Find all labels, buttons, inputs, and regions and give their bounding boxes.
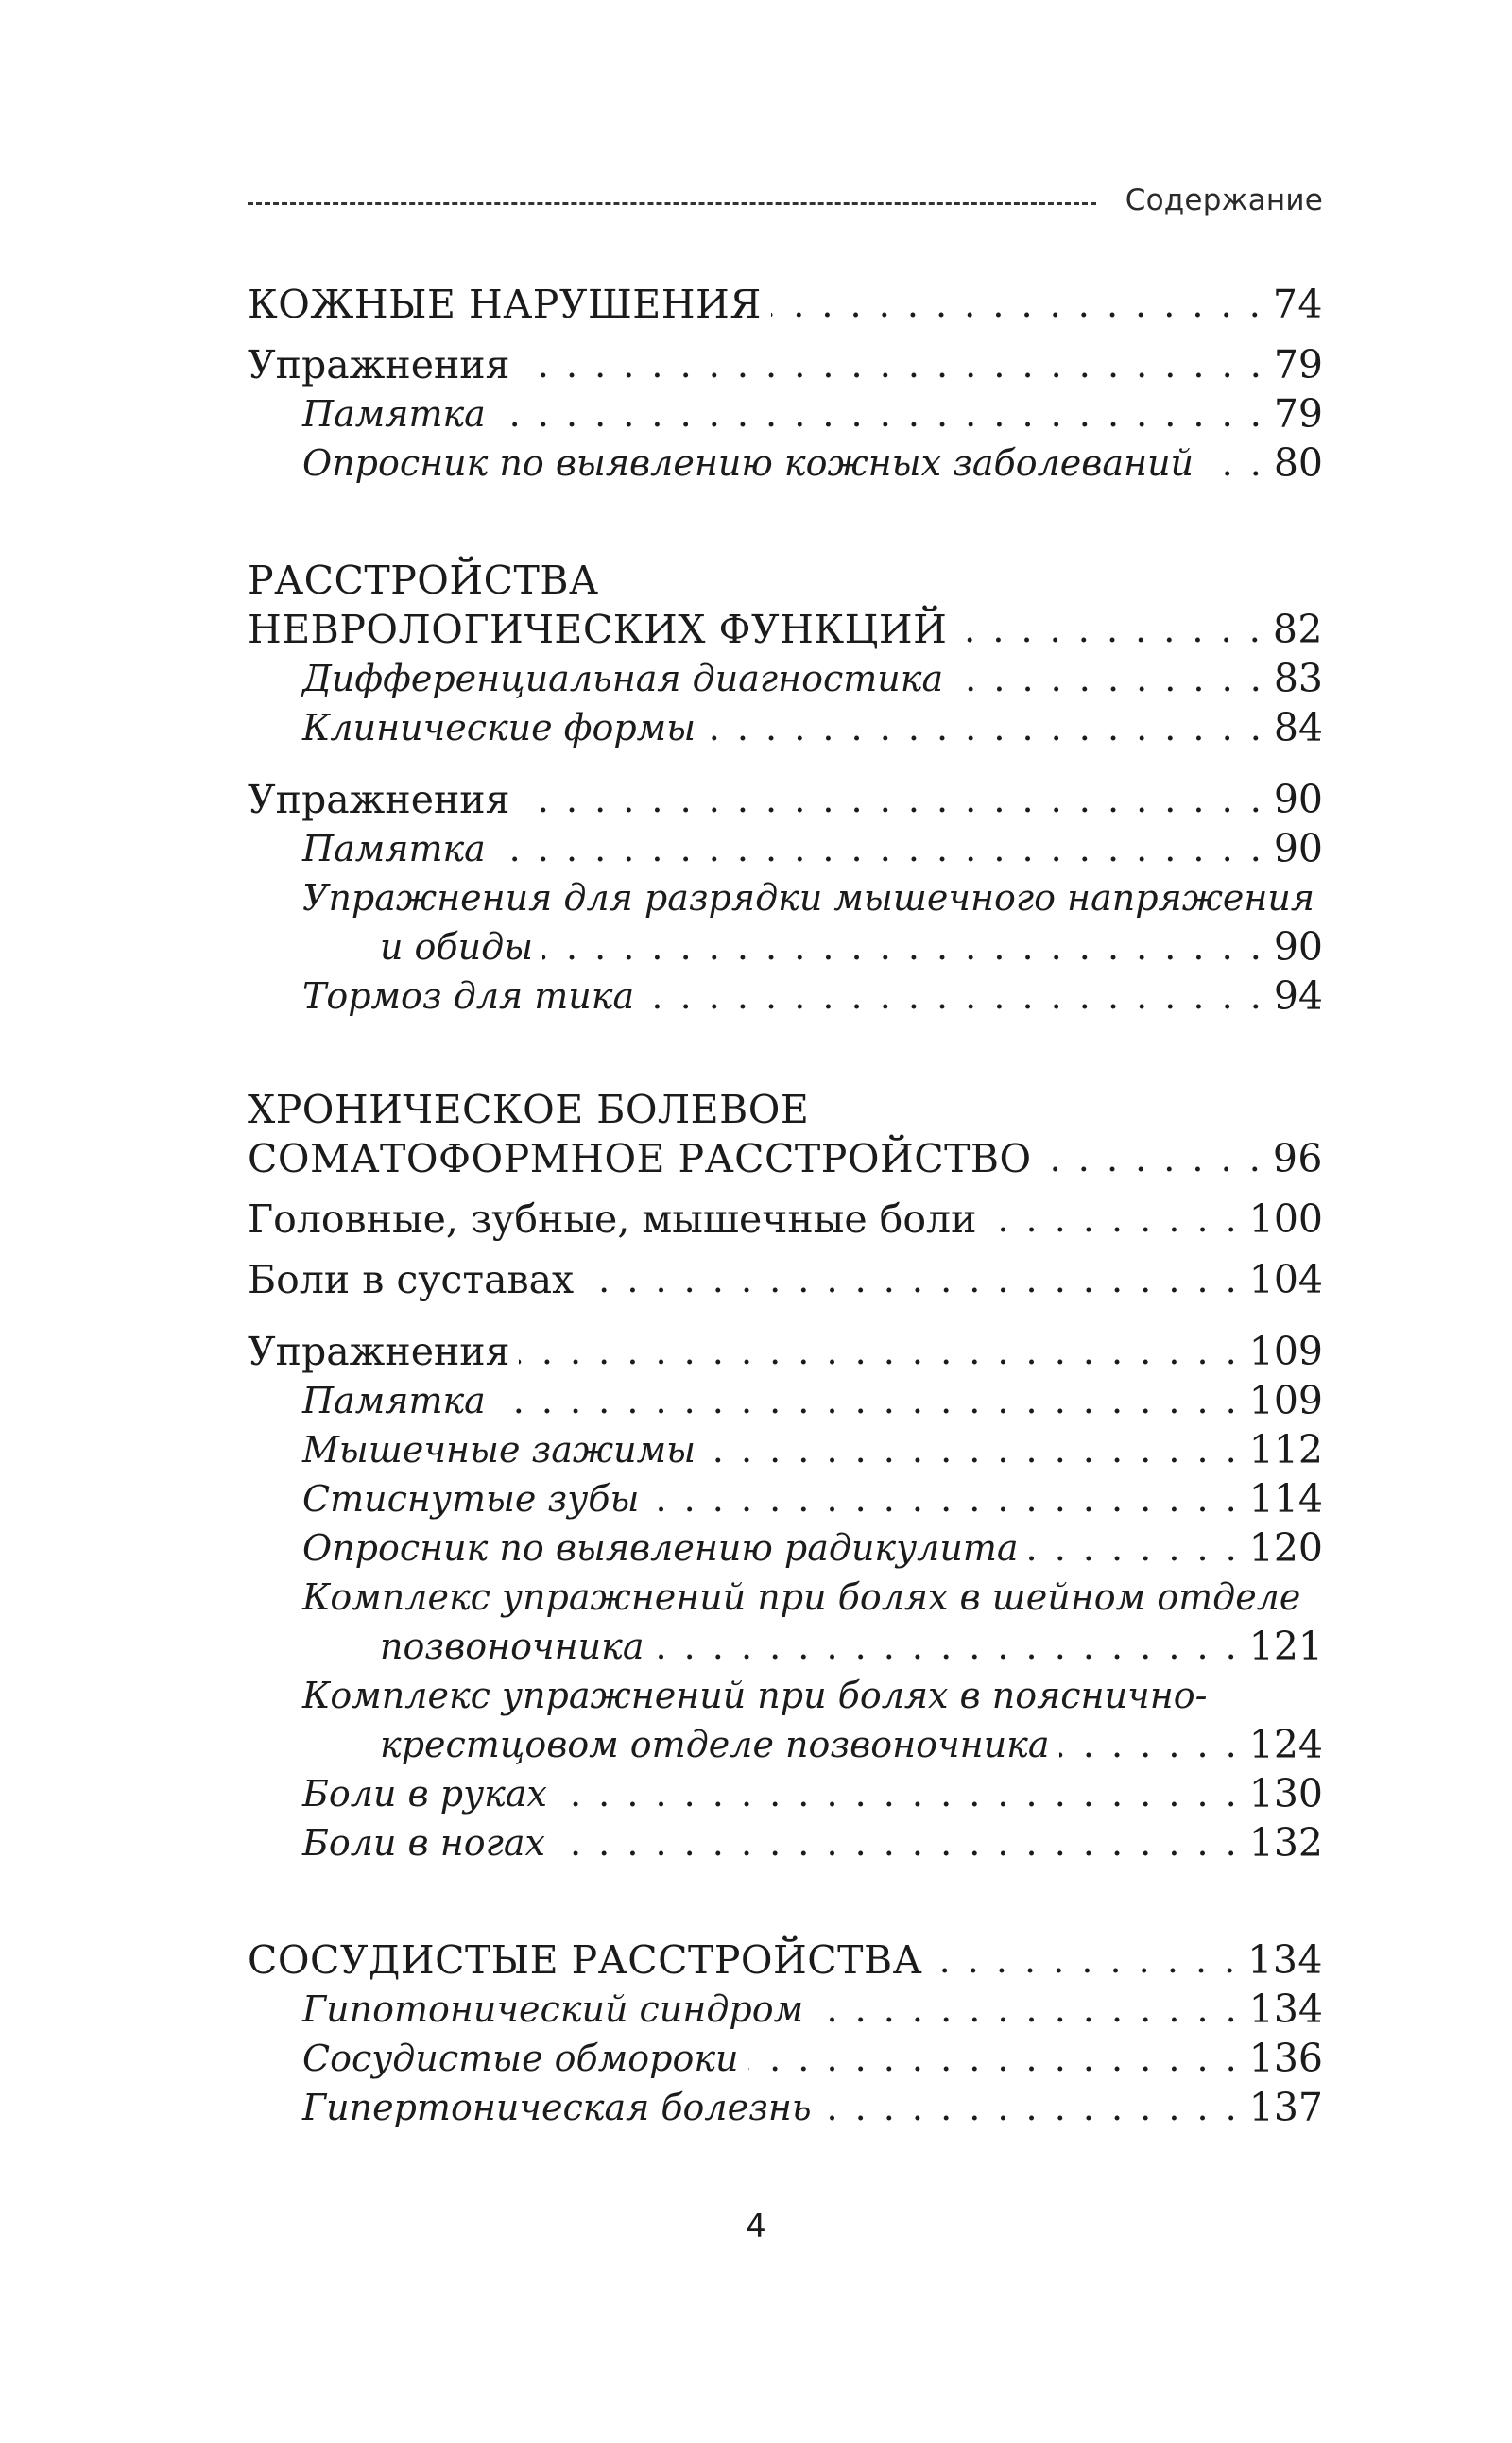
toc-subentry — [380, 1622, 1323, 1671]
toc-subentry — [302, 2034, 1323, 2083]
dot-leader — [519, 775, 1263, 824]
dot-leader — [1028, 1523, 1240, 1573]
toc-entry-title: Головные, зубные, мышечные боли — [248, 1196, 977, 1242]
toc-entry-title: Клинические формы — [302, 707, 696, 748]
toc-subentry — [302, 654, 1323, 703]
toc-subentry — [302, 389, 1323, 439]
toc-entry-page: 130 — [1248, 1771, 1323, 1816]
toc-subentry-title-line: Комплекс упражнений при болях в шейном отделе — [302, 1576, 1301, 1618]
dot-leader — [653, 1622, 1239, 1671]
toc-entry-page: 96 — [1272, 1136, 1323, 1181]
toc-entry-title: Гипотонический синдром — [302, 1988, 804, 2030]
toc-entry-title: Гипертоническая болезнь — [302, 2087, 812, 2128]
toc-entry-page: 121 — [1248, 1624, 1323, 1669]
toc-entry-title: крестцовом отделе позвоночника — [380, 1724, 1050, 1765]
dot-leader — [705, 703, 1264, 752]
toc-subentry — [302, 1425, 1323, 1474]
toc-entry-page: 137 — [1248, 2085, 1323, 2130]
toc-entry-title: Памятка — [302, 393, 486, 435]
toc-subentry — [380, 922, 1323, 972]
dot-leader — [1041, 1134, 1263, 1183]
toc-subentry-title-line: Упражнения для разрядки мышечного напряжения — [302, 877, 1315, 919]
dot-leader — [821, 2083, 1240, 2132]
toc-entry-page: 109 — [1248, 1378, 1323, 1423]
dot-leader — [644, 972, 1264, 1021]
dot-leader — [648, 1474, 1239, 1523]
toc-entry — [248, 340, 1323, 389]
toc-subentry — [302, 703, 1323, 752]
dot-leader — [495, 824, 1264, 873]
toc-entry-title: Опросник по выявлению кожных заболеваний — [302, 442, 1194, 484]
toc-subentry — [302, 824, 1323, 873]
toc-entry-title: Боли в руках — [302, 1773, 547, 1815]
dot-leader — [771, 280, 1263, 329]
toc-entry — [248, 605, 1323, 654]
toc-subentry — [302, 1474, 1323, 1523]
toc-entry-title: СОСУДИСТЫЕ РАССТРОЙСТВА — [248, 1937, 923, 1983]
toc-entry-page: 79 — [1273, 391, 1323, 437]
toc-entry — [248, 1195, 1323, 1244]
toc-entry-page: 104 — [1248, 1257, 1323, 1302]
toc-entry-title: Сосудистые обмороки — [302, 2038, 739, 2079]
toc-entry-title: Стиснутые зубы — [302, 1478, 640, 1520]
toc-entry-page: 134 — [1247, 1937, 1323, 1983]
dot-leader — [932, 1935, 1238, 1985]
toc-entry-page: 90 — [1273, 826, 1323, 871]
toc-entry-page: 83 — [1273, 656, 1323, 701]
page-number: 4 — [746, 2208, 766, 2245]
toc-entry-title: СОМАТОФОРМНОЕ РАССТРОЙСТВО — [248, 1136, 1032, 1181]
dot-leader — [542, 922, 1264, 972]
toc-entry-title: Памятка — [302, 828, 486, 869]
toc-entry-page: 132 — [1248, 1820, 1323, 1866]
dot-leader — [956, 605, 1263, 654]
toc-entry-page: 120 — [1248, 1525, 1323, 1571]
toc-entry-page: 124 — [1248, 1722, 1323, 1767]
toc-entry-title: НЕВРОЛОГИЧЕСКИХ ФУНКЦИЙ — [248, 607, 948, 652]
toc-entry-page: 134 — [1248, 1987, 1323, 2032]
toc-entry-page: 94 — [1273, 973, 1323, 1019]
dot-leader — [519, 340, 1263, 389]
dot-leader — [1203, 439, 1264, 488]
dot-leader — [1059, 1720, 1240, 1769]
dot-leader — [495, 1376, 1240, 1425]
toc-entry-title: Мышечные зажимы — [302, 1429, 696, 1471]
toc-entry-title: КОЖНЫЕ НАРУШЕНИЯ — [248, 282, 762, 327]
toc-entry — [248, 280, 1323, 329]
toc-entry-title-line: ХРОНИЧЕСКОЕ БОЛЕВОЕ — [248, 1087, 810, 1132]
toc-entry-page: 90 — [1273, 924, 1323, 970]
toc-entry-page: 112 — [1248, 1427, 1323, 1472]
toc-subentry — [302, 1376, 1323, 1425]
toc-entry-title: Упражнения — [248, 777, 510, 822]
toc-entry-title: Упражнения — [248, 1329, 510, 1374]
toc-entry-title: Тормоз для тика — [302, 975, 635, 1017]
toc-entry-title: Памятка — [302, 1380, 486, 1421]
toc-entry-page: 136 — [1248, 2036, 1323, 2081]
toc-entry-title: Упражнения — [248, 342, 510, 387]
dot-leader — [519, 1327, 1239, 1376]
toc-entry-page: 82 — [1272, 607, 1323, 652]
toc-entry — [248, 775, 1323, 824]
toc-entry-title: Боли в ногах — [302, 1822, 545, 1864]
dot-leader — [748, 2034, 1240, 2083]
toc-entry-page: 79 — [1273, 342, 1323, 387]
toc-entry-title-line: РАССТРОЙСТВА — [248, 558, 599, 603]
toc-entry-page: 80 — [1273, 440, 1323, 486]
toc-subentry — [302, 1523, 1323, 1573]
toc-entry-title: Опросник по выявлению радикулита — [302, 1527, 1019, 1569]
toc-entry — [248, 1255, 1323, 1304]
toc-subentry — [302, 972, 1323, 1021]
dot-leader — [557, 1769, 1240, 1818]
toc-entry-page: 109 — [1248, 1329, 1323, 1374]
header-dashed-rule — [248, 202, 1096, 205]
toc-entry-page: 100 — [1248, 1196, 1323, 1242]
dot-leader — [555, 1818, 1240, 1867]
toc-entry — [248, 1935, 1323, 1985]
toc-entry-page: 84 — [1273, 705, 1323, 750]
toc-subentry — [302, 1985, 1323, 2034]
dot-leader — [813, 1985, 1240, 2034]
dot-leader — [583, 1255, 1240, 1304]
toc-subentry — [302, 1818, 1323, 1867]
dot-leader — [986, 1195, 1239, 1244]
running-head: Содержание — [1125, 183, 1323, 217]
toc-entry-title: и обиды — [380, 926, 534, 968]
toc-entry-title: Боли в суставах — [248, 1257, 575, 1302]
dot-leader — [705, 1425, 1240, 1474]
toc-subentry-title-line: Комплекс упражнений при болях в пояснично- — [302, 1675, 1208, 1716]
toc-subentry — [302, 1769, 1323, 1818]
toc-subentry — [380, 1720, 1323, 1769]
toc-entry — [248, 1327, 1323, 1376]
toc-entry-page: 90 — [1273, 777, 1323, 822]
toc-entry-page: 114 — [1248, 1476, 1323, 1522]
toc-subentry — [302, 2083, 1323, 2132]
dot-leader — [953, 654, 1264, 703]
toc-entry-title: позвоночника — [380, 1626, 644, 1667]
dot-leader — [495, 389, 1264, 439]
toc-entry — [248, 1134, 1323, 1183]
toc-entry-page: 74 — [1272, 282, 1323, 327]
toc-subentry — [302, 439, 1323, 488]
toc-entry-title: Дифференциальная диагностика — [302, 658, 944, 699]
